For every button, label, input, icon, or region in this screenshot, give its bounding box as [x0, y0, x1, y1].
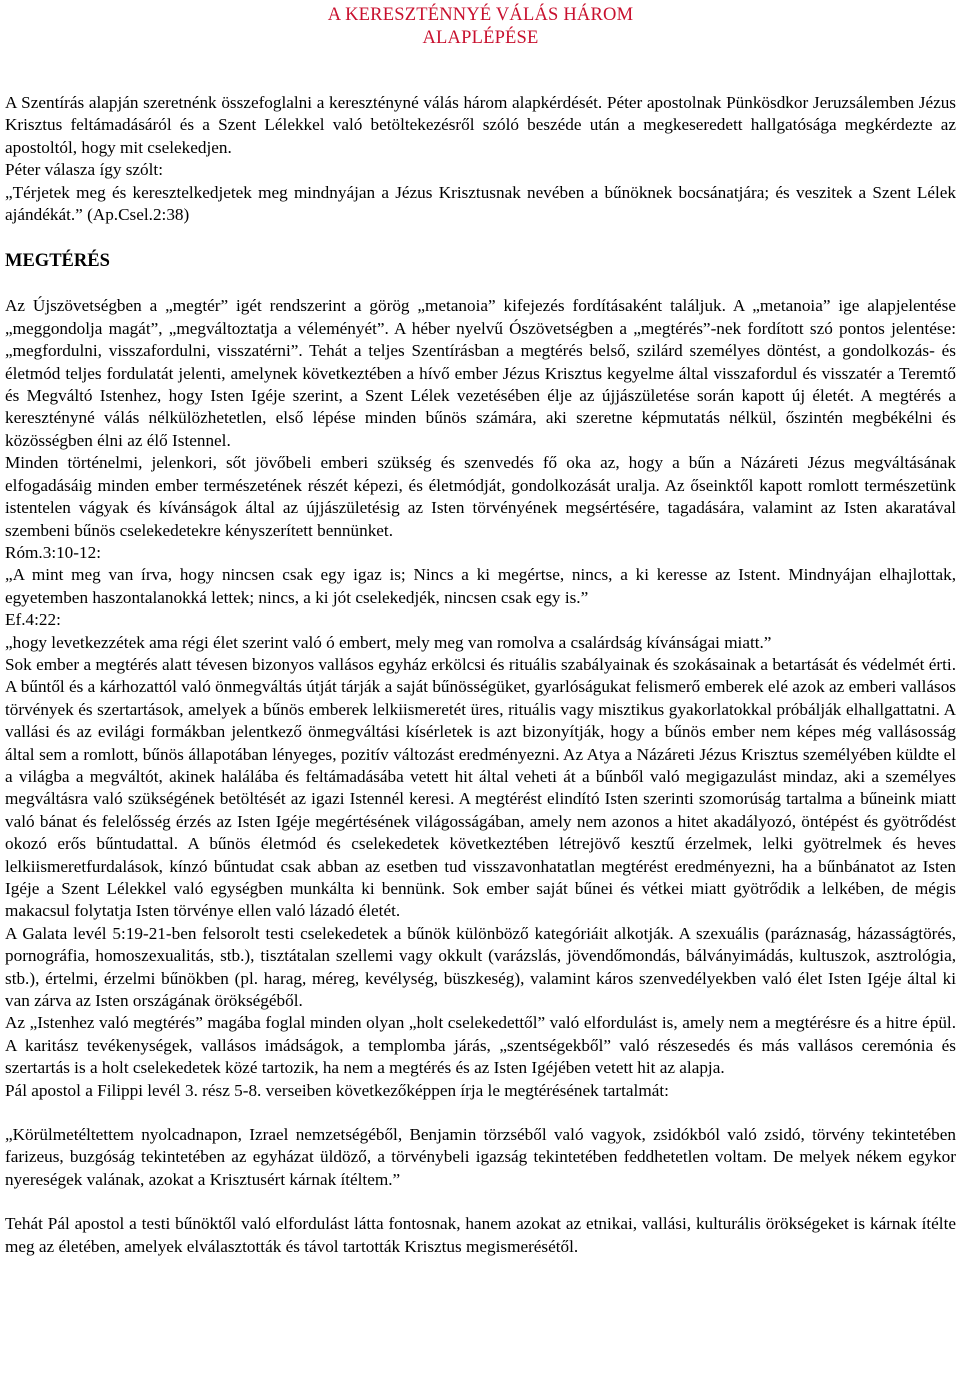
verse-quote: „hogy levetkezzétek ama régi élet szerint való ó embert, mely meg van romolva a csalárdság kívánságai miatt.” — [5, 632, 772, 652]
closing-paragraph: Tehát Pál apostol a testi bűnöktől való elfordulást látta fontosnak, hanem azokat az etnikai, vallási, kulturális örökségeket is kárnak ítélte meg az életében, amelyek elválasztották és távol tartották Krisztus megismerésétől. — [5, 1214, 956, 1256]
title-line-2: ALAPLÉPÉSE — [422, 28, 539, 48]
verse-reference: Ef.4:22: — [5, 610, 61, 630]
body-paragraph: Az Újszövetségben a „megtér” igét rendszerint a görög „metanoia” kifejezés fordításaként találjuk. A „metanoia” ige alapjelentése „meggondolja magát”, „megváltoztatja a véleményét”. A héber nyelvű Ószövetségben a „megtérés”-nek fordított szó pontos jelentése: „megfordulni, visszafordulni, visszatérni”. Tehát a teljes Szentírásban a megtérés belső, szilárd személyes döntést, a gondolkozás- és életmód teljes fordulatát jelenti, amelynek következtében a hívő ember Jézus Krisztus kegyelme által visszafordul és visszatér a Teremtő és Megváltó Istenhez, hogy Isten Igéje szerint, a Szent Lélek vezetésében élje az újjászületése során kapott új életét. A megtérés a keresztényné válás nélkülözhetetlen, első lépése minden bűnös számára, aki szeretne képmutatás nélkül, őszintén megbékélni és közösségben élni az élő Istennel. — [5, 296, 956, 450]
body-paragraph: Az „Istenhez való megtérés” magába foglal minden olyan „holt cselekedettől” való elfordulást is, amely nem a megtérésre és a hitre épül. A karitász tevékenységek, vallásos imádságok, a templomba járás, „szentségekből” való részesedés és más vallásos ceremónia és szertartás is a holt cselekedetek közé tartozik, ha nem a megtérés és az Isten Igéjében vetett hit az alapja. — [5, 1013, 956, 1078]
body-paragraph: A Galata levél 5:19-21-ben felsorolt testi cselekedetek a bűnök különböző kategóriáit alkotják. A szexuális (paráznaság, házasságtörés, pornográfia, homoszexualitás, stb.), tisztátalan szellemi vagy okkult (varázslás, jövendőmondás, bálványimádás, kultuszok, asztrológia, stb.), értelmi, érzelmi bűnökben (pl. harag, méreg, kevélység, büszkeség), valamint káros szenvedélyekben való élet Isten Igéje által ki van zárva az Isten országának örökségéből. — [5, 923, 956, 1011]
title-line-1: A KERESZTÉNNYÉ VÁLÁS HÁROM — [327, 5, 634, 25]
body-paragraph: Pál apostol a Filippi levél 3. rész 5-8. verseiben következőképpen írja le megtérésének tartalmát: — [5, 1080, 669, 1100]
intro-lead-in: Péter válasza így szólt: — [5, 160, 163, 180]
intro-paragraph: A Szentírás alapján szeretnénk összefoglalni a keresztényné válás három alapkérdését. Péter apostolnak Pünkösdkor Jeruzsálemben Jézus Krisztus feltámadásáról és a Szent Lélekkel való betöltekezésről szóló beszéde után a megkeseredett hallgatósága megkérdezte az apostoltól, hogy mit cselekedjen. — [5, 93, 956, 157]
verse-reference: Róm.3:10-12: — [5, 542, 101, 562]
intro-bible-quote: „Térjetek meg és keresztelkedjetek meg mindnyájan a Jézus Krisztusnak nevében a bűnöknek bocsánatjára; és veszitek a Szent Lélek ajándékát.” (Ap.Csel.2:38) — [5, 182, 956, 225]
body-paragraph: Minden történelmi, jelenkori, sőt jövőbeli emberi szükség és szenvedés fő oka az, hogy a bűn a Názáreti Jézus megváltásának elfogadásáig minden ember természetének részét képezi, és életmódját, gondolkozását uralja. Az őseinktől kapott romlott természetünk istentelen vágyak és kívánságok által az újjászületésig az Isten törvényének megsértésére, tagadására, valamint az Isten akaratával szembeni bűnös cselekedetekre kényszerített bennünket. — [5, 453, 956, 540]
section-heading: MEGTÉRÉS — [5, 251, 110, 272]
verse-quote: „A mint meg van írva, hogy nincsen csak egy igaz is; Nincs a ki megértse, nincs, a ki keresse az Istent. Mindnyájan elhajlottak, egyetemben haszontalanokká lettek; nincs, a ki jót cselekedjék, nincsen csak egy is.” — [5, 565, 956, 607]
body-paragraph: Sok ember a megtérés alatt tévesen bizonyos vallásos egyház erkölcsi és rituális szabályainak és szokásainak a betartását és védelmét érti. A bűntől és a kárhozattól való önmegváltás útját tárják a saját bűnösségüket, gyarlóságukat felismerő emberek elé azok az emberi vallásos törvények és szertartások, amelyek a bűnös emberek lelkiismeretét üres, rituális vagy misztikus gyakorlatokkal próbálják elhallgattatni. A vallási és az evilági formákban jelentkező önmegváltási kísérletek is azt bizonyítják, hogy a bűnös ember nem képes még vallásosság által sem a romlott, bűnös állapotában lényeges, pozitív változást eredményezni. Az Atya a Názáreti Jézus Krisztus személyében küldte el a világba a megváltót, akinek halálába és feltámadásába vetett hit által veheti át a bűnből való megigazulást mindaz, aki a személyes megváltásra való szükségének betöltését az igazi Istennél keresi. A megtérést elindító Isten szerinti szomorúság tartalma a bűneink miatt való bánat és felelősség érzés az Isten Igéje megértésének világosságában, amely nem azonos a hitet akadályozó, öntépést és gyötrődést okozó erős bűntudattal. A bűnös életmód és cselekedetek következtében létrejövő kesztű érzelmek, lelki gyötrelmek és heves lelkiismeretfurdalások, kínzó bűntudat csak abban az esetben tud visszavonhatatlan megtérést eredményezni, ha a bűnbánatot az Isten Igéje a Szent Lélekkel való egységben munkálta ki bennünk. Sok ember saját bűnei és vétkei miatt gyötrődik a lelkében, de mégis makacsul folytatja Isten törvénye ellen való lázadó életét. — [5, 654, 956, 921]
document-title — [5, 4, 956, 50]
block-quote: „Körülmetéltettem nyolcadnapon, Izrael nemzetségéből, Benjamin törzséből való vagyok, zsidókból való zsidó, törvény tekintetében farizeus, buzgóság tekintetében az egyházat üldöző, a törvénybeli igazság tekintetében feddhetetlen voltam. De melyek nékem egykor nyereségek valának, azokat a Krisztusért kárnak ítéltem.” — [5, 1125, 956, 1189]
